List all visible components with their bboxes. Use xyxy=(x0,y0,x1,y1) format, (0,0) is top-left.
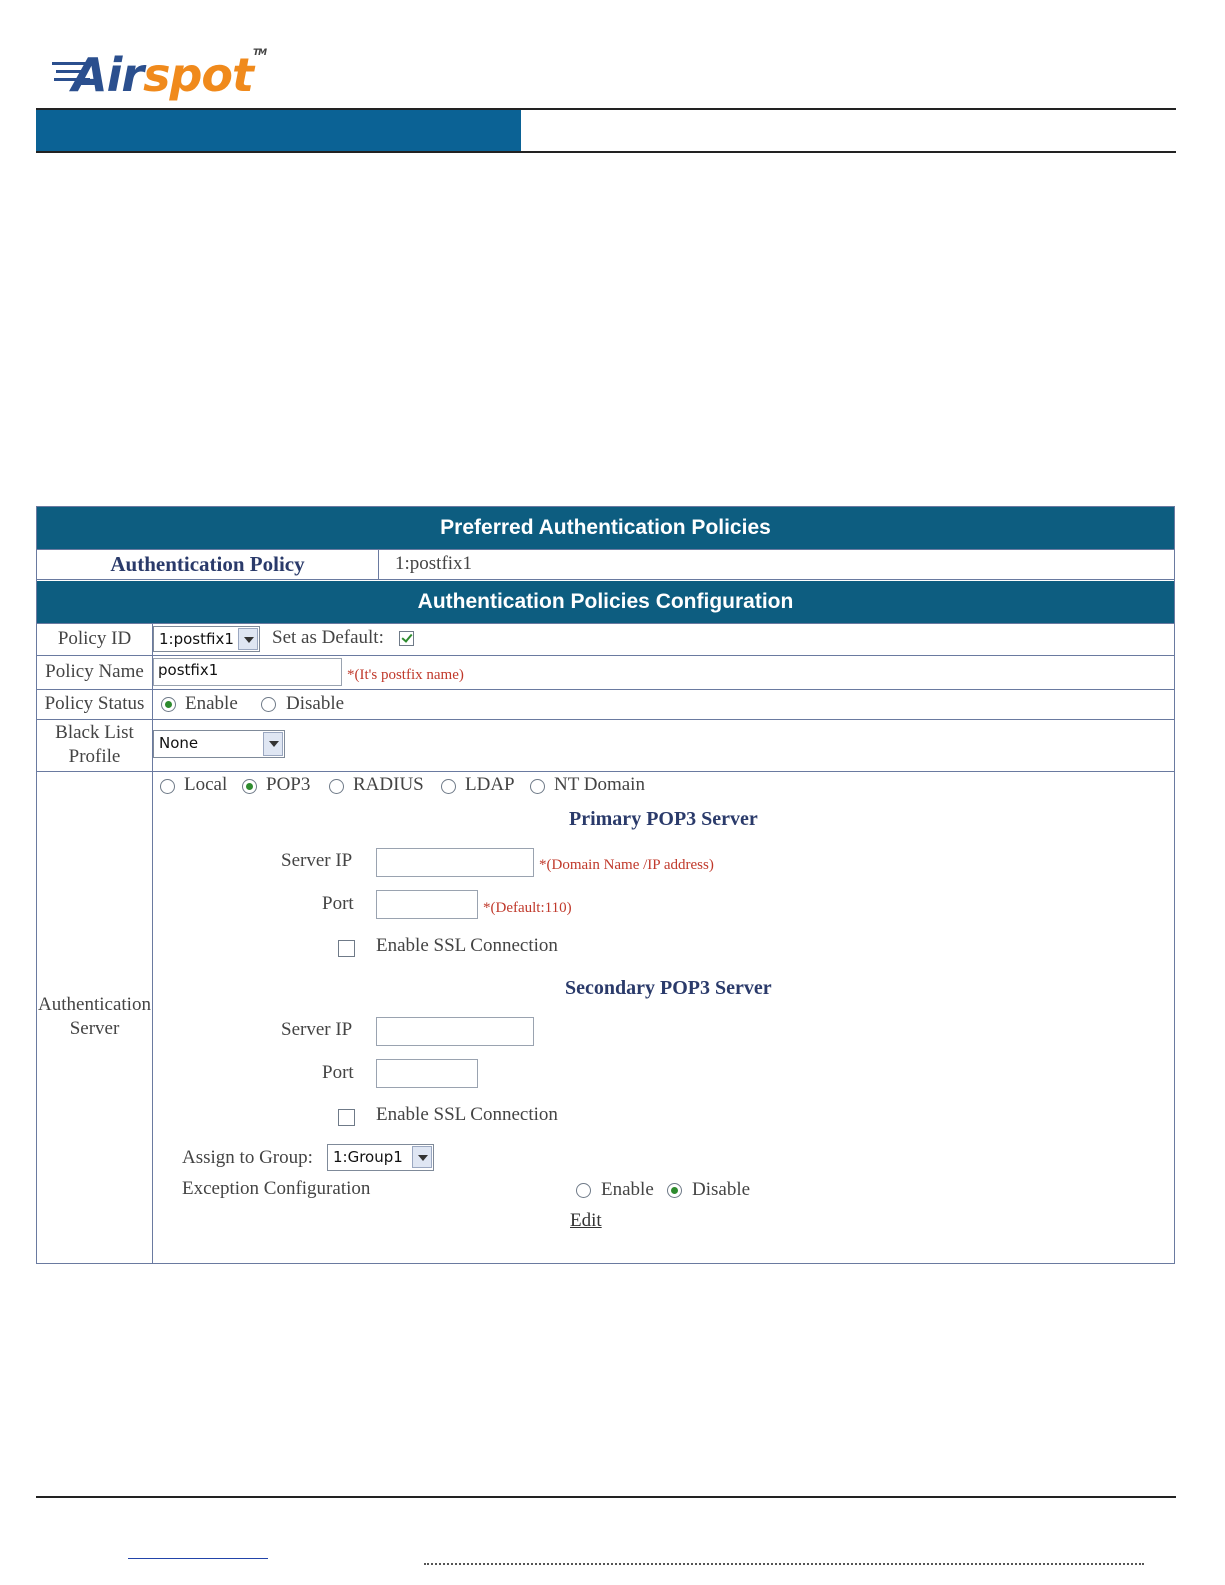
secondary-server-title: Secondary POP3 Server xyxy=(565,977,772,999)
auth-server-label xyxy=(37,993,152,1041)
secondary-port-label: Port xyxy=(322,1062,354,1083)
blacklist-value: None xyxy=(159,734,199,752)
type-pop3-label: POP3 xyxy=(266,774,311,795)
primary-port-note: *(Default:110) xyxy=(483,900,572,916)
primary-port-label: Port xyxy=(322,893,354,914)
type-radius-label: RADIUS xyxy=(353,774,424,795)
exception-enable-radio[interactable] xyxy=(576,1183,591,1198)
secondary-ssl-label: Enable SSL Connection xyxy=(376,1104,558,1125)
auth-policy-label: Authentication Policy xyxy=(110,552,305,576)
footer-underline xyxy=(128,1558,268,1559)
chevron-down-icon xyxy=(263,732,283,756)
primary-server-ip-label: Server IP xyxy=(281,850,353,871)
blacklist-label-line2: Profile xyxy=(68,746,121,767)
exception-config-label: Exception Configuration xyxy=(182,1178,371,1199)
status-enable-radio[interactable] xyxy=(161,697,176,712)
set-default-checkbox[interactable] xyxy=(399,631,414,646)
primary-port-input[interactable] xyxy=(376,890,478,919)
type-ntdomain-label: NT Domain xyxy=(554,774,645,795)
chevron-down-icon xyxy=(412,1146,432,1168)
policy-id-value: 1:postfix1 xyxy=(159,630,234,648)
chevron-down-icon xyxy=(238,628,258,650)
blacklist-label-line1: Black List xyxy=(55,722,134,743)
type-radius-radio[interactable] xyxy=(329,779,344,794)
primary-server-ip-input[interactable] xyxy=(376,848,534,877)
exception-enable-label: Enable xyxy=(601,1179,654,1200)
auth-server-label-line1: Authentication xyxy=(38,994,151,1015)
type-local-radio[interactable] xyxy=(160,779,175,794)
assign-group-value: 1:Group1 xyxy=(333,1148,403,1166)
footer-line xyxy=(36,1496,1176,1498)
type-pop3-radio[interactable] xyxy=(242,779,257,794)
exception-edit-link[interactable]: Edit xyxy=(570,1210,602,1231)
footer-dotted-rule xyxy=(424,1563,1144,1565)
policy-name-label: Policy Name xyxy=(45,661,144,682)
policy-id-select[interactable] xyxy=(153,626,260,652)
policy-status-label: Policy Status xyxy=(44,693,145,714)
type-ldap-label: LDAP xyxy=(465,774,515,795)
type-ntdomain-radio[interactable] xyxy=(530,779,545,794)
assign-group-select[interactable] xyxy=(327,1144,434,1171)
policy-name-note: *(It's postfix name) xyxy=(347,667,464,683)
header-blue-bar xyxy=(36,110,521,152)
header-bottom-line xyxy=(36,151,1176,153)
primary-server-ip-note: *(Domain Name /IP address) xyxy=(539,857,714,873)
secondary-server-ip-label: Server IP xyxy=(281,1019,353,1040)
secondary-port-input[interactable] xyxy=(376,1059,478,1088)
airspot-logo: Airspot™ xyxy=(52,48,332,108)
config-title: Authentication Policies Configuration xyxy=(37,581,1174,623)
status-disable-radio[interactable] xyxy=(261,697,276,712)
primary-ssl-label: Enable SSL Connection xyxy=(376,935,558,956)
auth-server-label-line2: Server xyxy=(69,1018,120,1039)
status-disable-label: Disable xyxy=(286,693,345,714)
assign-group-label: Assign to Group: xyxy=(182,1147,313,1168)
secondary-ssl-checkbox[interactable] xyxy=(338,1109,355,1126)
secondary-server-ip-input[interactable] xyxy=(376,1017,534,1046)
auth-policy-value: 1:postfix1 xyxy=(395,553,473,574)
blacklist-select[interactable] xyxy=(153,730,285,758)
type-ldap-radio[interactable] xyxy=(441,779,456,794)
panel-title: Preferred Authentication Policies xyxy=(37,507,1174,549)
primary-ssl-checkbox[interactable] xyxy=(338,940,355,957)
policy-id-label: Policy ID xyxy=(57,628,132,649)
exception-disable-label: Disable xyxy=(692,1179,751,1200)
policy-name-input[interactable]: postfix1 xyxy=(153,658,342,686)
primary-server-title: Primary POP3 Server xyxy=(569,808,758,830)
blacklist-label xyxy=(37,721,152,769)
auth-policies-panel xyxy=(36,506,1175,1264)
status-enable-label: Enable xyxy=(185,693,238,714)
type-local-label: Local xyxy=(184,774,228,795)
set-default-label: Set as Default: xyxy=(272,627,384,648)
exception-disable-radio[interactable] xyxy=(667,1183,682,1198)
